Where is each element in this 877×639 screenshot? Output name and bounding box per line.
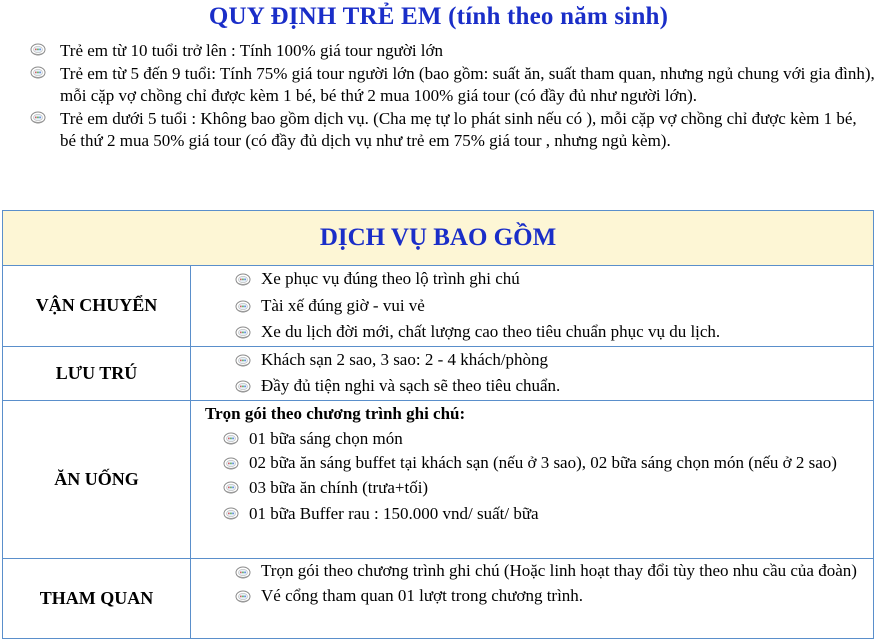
list-item [191,373,873,400]
table-row-meals [3,400,874,558]
bullet-icon [235,326,251,339]
bullet-icon [30,66,46,79]
table-row-transport [3,266,874,347]
bullet-icon [235,566,251,579]
item-text: 02 bữa ăn sáng buffet tại khách sạn (nếu ở 3 sao), 02 bữa sáng chọn món (nếu ở 2 sao) [249,453,837,472]
list-item [191,583,873,610]
table-header-row [3,211,874,266]
category-label-transport: VẬN CHUYỂN [3,266,191,347]
category-items [191,558,874,638]
title-main: QUY ĐỊNH TRẺ EM [208,3,442,30]
item-text: 01 bữa Buffer rau : 150.000 vnd/ suất/ bữa [249,503,539,523]
bullet-icon [30,111,46,124]
page-title [0,3,877,31]
meals-subtitle: Trọn gói theo chương trình ghi chú: [205,403,466,423]
item-text: Vé cổng tham quan 01 lượt trong chương trình. [261,585,584,605]
bullet-icon [223,432,239,445]
list-item [30,108,875,153]
item-text: Trọn gói theo chương trình ghi chú (Hoặc linh hoạt thay đổi tùy theo nhu cầu của đoàn) [261,560,857,580]
list-item [191,475,873,501]
category-items [191,346,874,400]
item-text: Xe phục vụ đúng theo lộ trình ghi chú [261,269,520,288]
list-item [191,559,873,583]
category-items [191,400,874,558]
rule-text: Trẻ em từ 10 tuổi trở lên : Tính 100% giá tour người lớn [60,41,444,60]
list-item [191,501,873,527]
bullet-icon [235,590,251,603]
table-row-sightseeing [3,558,874,638]
bullet-icon [223,481,239,494]
category-items [191,266,874,347]
bullet-icon [30,43,46,56]
item-text: Tài xế đúng giờ - vui vẻ [261,295,425,315]
list-item [191,319,873,346]
services-header: DỊCH VỤ BAO GỒM [3,211,874,266]
item-text: Xe du lịch đời mới, chất lượng cao theo tiêu chuẩn phục vụ du lịch. [261,322,721,341]
item-text: 03 bữa ăn chính (trưa+tối) [249,478,429,497]
list-item [191,426,873,452]
list-item [30,40,875,63]
item-text: 01 bữa sáng chọn món [249,428,403,448]
bullet-icon [235,273,251,286]
bullet-icon [235,354,251,367]
bullet-icon [223,507,239,520]
services-table [2,210,874,639]
list-item [191,347,873,374]
category-label-accommodation: LƯU TRÚ [3,346,191,400]
bullet-icon [223,457,239,470]
title-paren: (tính theo năm sinh) [448,3,669,30]
item-text: Đầy đủ tiện nghi và sạch sẽ theo tiêu chuẩn. [261,376,561,395]
list-item [30,63,875,108]
rule-text: Trẻ em dưới 5 tuổi : Không bao gồm dịch vụ. (Cha mẹ tự lo phát sinh nếu có ), mỗi cặp vợ chồng chỉ được kèm 1 bé, bé thứ 2 mua 50% giá tour (có đầy đủ dịch vụ như trẻ em 75% giá tour , nhưng ngủ kèm). [60,108,857,150]
table-row-accommodation [3,346,874,400]
children-rules-list [30,40,875,153]
item-text: Khách sạn 2 sao, 3 sao: 2 - 4 khách/phòng [261,349,549,369]
bullet-icon [235,300,251,313]
list-item [191,266,873,293]
category-label-sightseeing: THAM QUAN [3,558,191,638]
category-label-meals: ĂN UỐNG [3,400,191,558]
list-item [191,451,873,475]
bullet-icon [235,380,251,393]
list-item [191,293,873,320]
rule-text: Trẻ em từ 5 đến 9 tuổi: Tính 75% giá tour người lớn (bao gồm: suất ăn, suất tham quan, nhưng ngủ chung với gia đình), mỗi cặp vợ chồng chỉ được kèm 1 bé, bé thứ 2 mua 100% giá tour (có đầy đủ như người lớn). [60,63,875,105]
